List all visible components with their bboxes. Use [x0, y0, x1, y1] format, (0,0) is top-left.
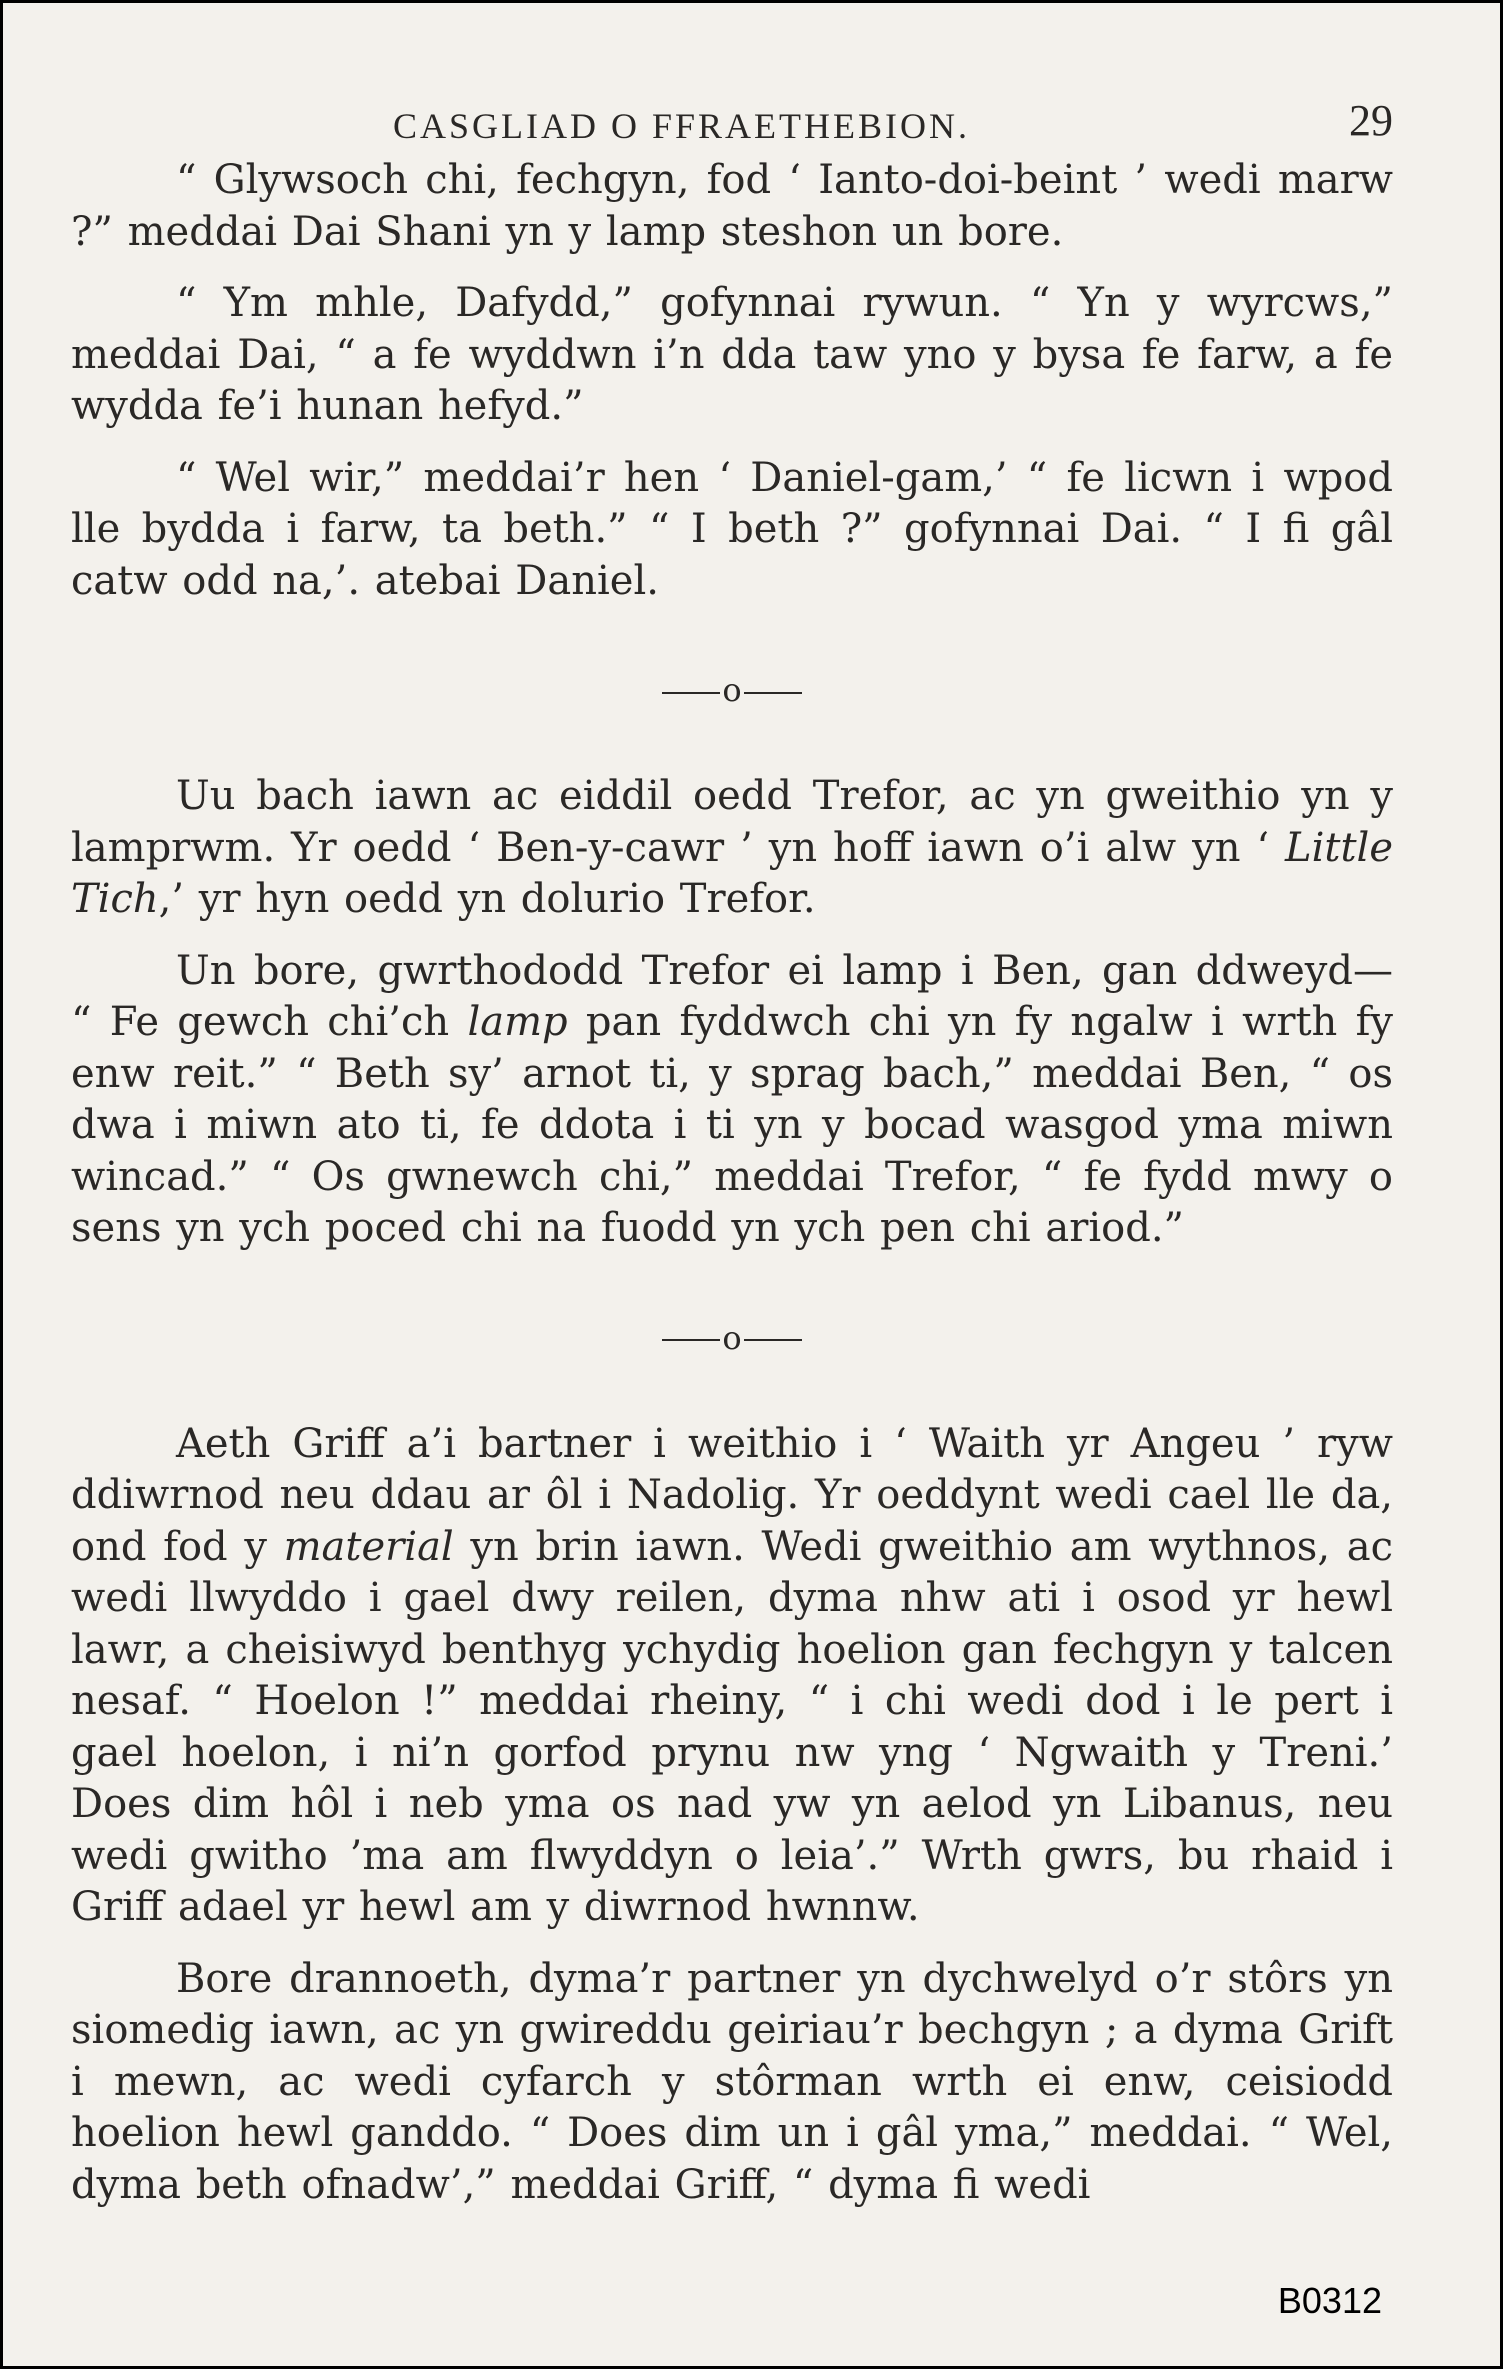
running-head — [71, 95, 1393, 155]
paragraph — [71, 1419, 1393, 1934]
paragraph — [71, 771, 1393, 926]
divider-rule — [744, 692, 802, 694]
page-body — [71, 155, 1393, 2211]
text-segment: “ Glywsoch chi, fechgyn, fod ‘ Ianto-doi-beint ’ wedi marw ?” meddai Dai Shani yn y lamp steshon un bore. — [71, 157, 1393, 255]
book-page — [71, 95, 1393, 2231]
divider-rule — [662, 1339, 720, 1341]
archive-stamp: B0312 — [1277, 2280, 1382, 2321]
text-segment: Bore drannoeth, dyma’r partner yn dychwelyd o’r stôrs yn siomedig iawn, ac yn gwireddu geiriau’r bechgyn ; a dyma Grift i mewn, ac wedi cyfarch y stôrman wrth ei enw, ceisiodd hoelion hewl ganddo. “ Does dim un i gâl yma,” meddai. “ Wel, dyma beth ofnadw’,” meddai Griff, “ dyma fi wedi — [71, 1955, 1393, 2208]
italic-phrase: lamp — [467, 999, 568, 1045]
paragraph — [71, 453, 1393, 608]
text-segment: ,’ yr hyn oedd yn dolurio Trefor. — [158, 876, 816, 922]
text-segment: pan fyddwch chi yn fy ngalw i wrth fy enw reit.” “ Beth sy’ arnot ti, y sprag bach,” meddai Ben, “ os dwa i miwn ato ti, fe ddota i ti yn y bocad wasgod yma miwn wincad.” “ Os gwnewch chi,” meddai Trefor, “ fe fydd mwy o sens yn ych poced chi na fuodd yn ych pen chi ariod.” — [71, 999, 1393, 1251]
paragraph — [71, 946, 1393, 1255]
paragraph — [71, 1954, 1393, 2212]
text-segment: Un bore, gwrthododd Trefor ei lamp i Ben, gan ddweyd— “ Fe gewch chi’ch — [71, 947, 1393, 1045]
divider-mark: o — [722, 1318, 742, 1357]
paragraph — [71, 278, 1393, 433]
text-segment: Aeth Griff a’i bartner i weithio i ‘ Waith yr Angeu ’ ryw ddiwrnod neu ddau ar ôl i Nadolig. Yr oeddynt wedi cael lle da, ond fod y — [71, 1420, 1393, 1570]
running-title: CASGLIAD O FFRAETHEBION. — [393, 106, 971, 146]
text-segment: “ Ym mhle, Dafydd,” gofynnai rywun. “ Yn y wyrcws,” meddai Dai, “ a fe wyddwn i’n dda taw yno y bysa fe farw, a fe wydda fe’i hunan hefyd.” — [71, 280, 1393, 429]
text-segment: Uu bach iawn ac eiddil oedd Trefor, ac yn gweithio yn y lamprwm. Yr oedd ‘ Ben-y-cawr ’ yn hoff iawn o’i alw yn ‘ — [71, 773, 1393, 871]
section-divider — [71, 671, 1393, 709]
divider-rule — [662, 692, 720, 694]
text-segment: “ Wel wir,” meddai’r hen ‘ Daniel-gam,’ “ fe licwn i wpod lle bydda i farw, ta beth.” “ I beth ?” gofynnai Dai. “ I fi gâl catw odd na,’. atebai Daniel. — [71, 454, 1393, 604]
page-number: 29 — [1349, 96, 1393, 145]
italic-phrase: Little Tich — [71, 824, 1393, 922]
italic-phrase: material — [283, 1523, 454, 1570]
text-segment: yn brin iawn. Wedi gweithio am wythnos, ac wedi llwyddo i gael dwy reilen, dyma nhw ati i osod yr hewl lawr, a cheisiwyd benthyg ychydig hoelion gan fechgyn y talcen nesaf. “ Hoelon !” meddai rheiny, “ i chi wedi dod i le pert i gael hoelon, i ni’n gorfod prynu nw yng ‘ Ngwaith y Treni.’ Does dim hôl i neb yma os nad yw yn aelod yn Libanus, neu wedi gwitho ’ma am flwyddyn o leia’.” Wrth gwrs, bu rhaid i Griff adael yr hewl am y diwrnod hwnnw. — [71, 1523, 1393, 1930]
divider-rule — [744, 1339, 802, 1341]
divider-mark: o — [722, 671, 742, 709]
section-divider — [71, 1319, 1393, 1357]
paragraph — [71, 155, 1393, 258]
